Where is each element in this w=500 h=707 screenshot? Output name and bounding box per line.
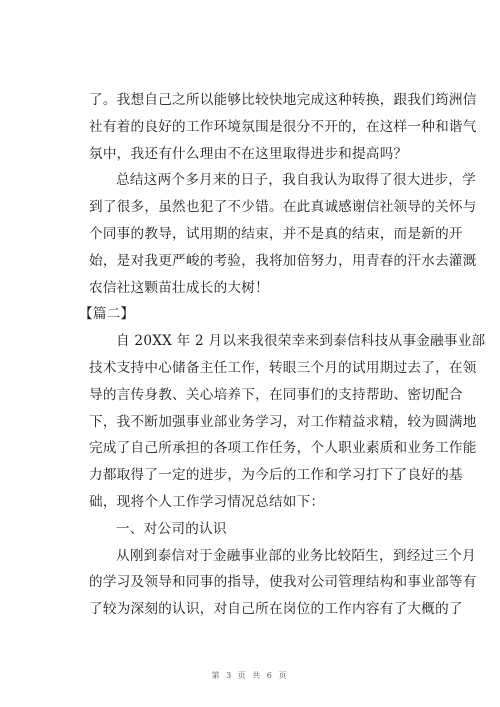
text-line: 氛中，我还有什么理由不在这里取得进步和提高吗？: [89, 145, 408, 162]
section-heading: 【篇二】: [79, 306, 135, 323]
text-line: 始，是对我更严峻的考验，我将加倍努力，用青春的汗水去灌溉: [89, 252, 477, 269]
text-line: 导的言传身教、关心培养下，在同事们的支持帮助、密切配合: [89, 386, 463, 403]
subsection-heading: 一、对公司的认识: [116, 520, 227, 537]
text-line: 的学习及领导和同事的指导，使我对公司管理结构和事业部等有: [89, 574, 477, 591]
paragraph-start-line: 从刚到泰信对于金融事业部的业务比较陌生，到经过三个月: [116, 547, 476, 564]
text-line: 下，我不断加强事业部业务学习，对工作精益求精，较为圆满地: [89, 413, 477, 430]
paragraph-start-line: 总结这两个多月来的日子，我自我认为取得了很大进步，学: [116, 172, 476, 189]
text-line: 础，现将个人工作学习情况总结如下：: [89, 493, 325, 510]
text-line: 完成了自己所承担的各项工作任务，个人职业素质和业务工作能: [89, 440, 477, 457]
text-line: 社有着的良好的工作环境氛围是很分不开的，在这样一种和谐气: [89, 118, 477, 135]
document-body: [79, 87, 486, 623]
text-line: 技术支持中心储备主任工作，转眼三个月的试用期过去了，在领: [89, 359, 477, 376]
text-line: 到了很多，虽然也犯了不少错。在此真诚感谢信社领导的关怀与: [89, 199, 477, 216]
text-line: 了。我想自己之所以能够比较快地完成这种转换，跟我们筠洲信: [89, 92, 477, 108]
paragraph-start-line: 自 20XX 年 2 月以来我很荣幸来到泰信科技从事金融事业部: [116, 333, 486, 350]
text-line: 力都取得了一定的进步，为今后的工作和学习打下了良好的基: [89, 467, 463, 484]
text-line: 农信社这颗苗壮成长的大树！: [89, 279, 269, 296]
page-number-footer: 第 3 页 共 6 页: [211, 671, 289, 680]
text-line: 了较为深刻的认识，对自己所在岗位的工作内容有了大概的了: [89, 601, 463, 618]
text-line: 个同事的教导，试用期的结束，并不是真的结束，而是新的开: [89, 225, 463, 242]
